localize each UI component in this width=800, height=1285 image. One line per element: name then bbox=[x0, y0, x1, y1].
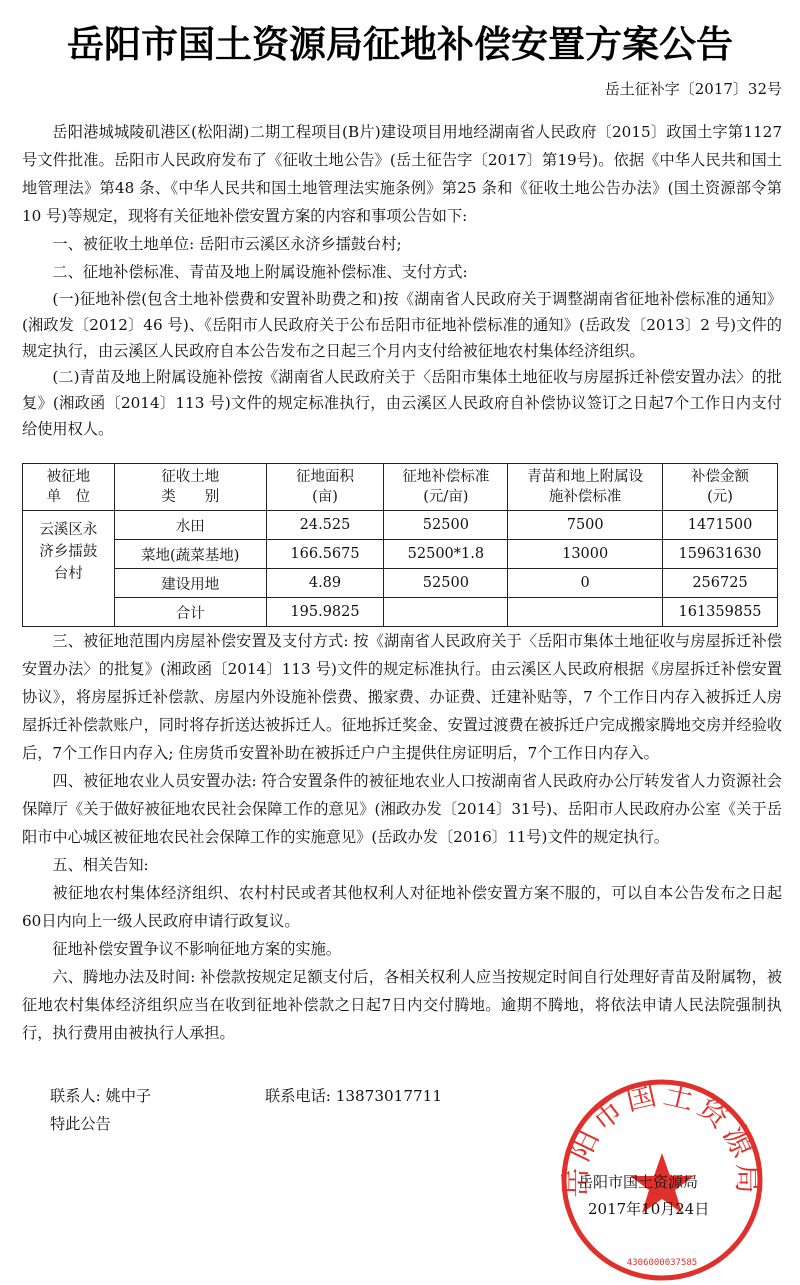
standard-cell: 52500*1.8 bbox=[384, 540, 508, 569]
table-row bbox=[23, 540, 778, 569]
crop-cell: 0 bbox=[508, 569, 663, 598]
table-row bbox=[23, 569, 778, 598]
header-unit: 被征地 单 位 bbox=[23, 464, 115, 511]
signing-date: 2017年10月24日 bbox=[588, 1200, 710, 1218]
contact-line bbox=[50, 1085, 442, 1106]
contact-person: 联系人: 姚中子 bbox=[50, 1087, 152, 1105]
area-cell: 4.89 bbox=[266, 569, 384, 598]
header-standard: 征地补偿标准 (元/亩) bbox=[384, 464, 508, 511]
section-3: 三、被征地范围内房屋补偿安置及支付方式: 按《湖南省人民政府关于〈岳阳市集体土地征收与房屋拆迁补偿安置办法〉的批复》(湘政函〔2014〕113 号)文件的规定标准执行。由云溪区人民政府根据《房屋拆迁补偿安置协议》，将房屋拆迁补偿款、房屋内外设施补偿费、搬家费、办证费、迁建补贴等，7 个工作日内存入被拆迁人房屋拆迁补偿款账户，同时将存折送达被拆迁人。征地拆迁奖金、安置过渡费在被拆迁户完成搬家腾地交房并经验收后，7个工作日内存入; 住房货币安置补助在被拆迁户户主提供住房证明后，7个工作日内存入。 bbox=[22, 632, 782, 762]
section-5-item-2: 征地补偿安置争议不影响征地方案的实施。 bbox=[52, 940, 341, 958]
land-type-cell: 水田 bbox=[114, 511, 266, 540]
section-1: 一、被征收土地单位: 岳阳市云溪区永济乡擂鼓台村; bbox=[52, 235, 402, 253]
land-type-cell: 建设用地 bbox=[114, 569, 266, 598]
header-crop-standard: 青苗和地上附属设 施补偿标准 bbox=[508, 464, 663, 511]
total-amount: 161359855 bbox=[663, 598, 778, 627]
section-2-item-2: (二)青苗及地上附属设施补偿按《湖南省人民政府关于〈岳阳市集体土地征收与房屋拆迁补偿安置办法〉的批复》(湘政函〔2014〕113 号)文件的规定标准执行，由云溪区人民政府自补偿协议签订之日起7个工作日内支付给使用权人。 bbox=[22, 368, 782, 438]
document-number: 岳土征补字〔2017〕32号 bbox=[604, 80, 782, 98]
seal-code: 4306000037585 bbox=[626, 1258, 698, 1268]
section-2: 二、征地补偿标准、青苗及地上附属设施补偿标准、支付方式: bbox=[52, 263, 468, 281]
signing-organization: 岳阳市国土资源局 bbox=[578, 1173, 699, 1191]
section-2-item-1: (一)征地补偿(包含土地补偿费和安置补助费之和)按《湖南省人民政府关于调整湖南省征地补偿标准的通知》(湘政发〔2012〕46 号)、《岳阳市人民政府关于公布岳阳市征地补偿标准的通知》(岳政发〔2013〕2 号)文件的规定执行，由云溪区人民政府自本公告发布之日起三个月内支付给被征地农村集体经济组织。 bbox=[22, 290, 782, 360]
document-body-lower bbox=[22, 627, 782, 1047]
standard-cell: 52500 bbox=[384, 511, 508, 540]
document-body-upper bbox=[22, 118, 782, 442]
unit-cell: 云溪区永 济乡擂鼓 台村 bbox=[23, 511, 115, 627]
contact-phone: 联系电话: 13873017711 bbox=[265, 1087, 442, 1105]
standard-cell: 52500 bbox=[384, 569, 508, 598]
compensation-table bbox=[22, 463, 778, 627]
section-4: 四、被征地农业人员安置办法: 符合安置条件的被征地农业人口按湖南省人民政府办公厅转发省人力资源社会保障厅《关于做好被征地农民社会保障工作的意见》(湘政办发〔2014〕31号)、岳阳市人民政府办公室《关于岳阳市中心城区被征地农民社会保障工作的实施意见》(岳政办发〔2016〕11号)文件的规定执行。 bbox=[22, 772, 782, 846]
section-6: 六、腾地办法及时间: 补偿款按规定足额支付后，各相关权利人应当按规定时间自行处理好青苗及附属物，被征地农村集体经济组织应当在收到征地补偿款之日起7日内交付腾地。逾期不腾地，将依法申请人民法院强制执行，执行费用由被执行人承担。 bbox=[22, 968, 782, 1042]
intro-paragraph: 岳阳港城城陵矶港区(松阳湖)二期工程项目(B片)建设项目用地经湖南省人民政府〔2015〕政国土字第1127号文件批准。岳阳市人民政府发布了《征收土地公告》(岳土征告字〔2017〕第19号)。依据《中华人民共和国土地管理法》第48 条、《中华人民共和国土地管理法实施条例》第25 条和《征收土地公告办法》(国土资源部令第10 号)等规定，现将有关征地补偿安置方案的内容和事项公告如下: bbox=[22, 123, 782, 225]
area-cell: 24.525 bbox=[266, 511, 384, 540]
total-empty-cell bbox=[384, 598, 508, 627]
table-header-row bbox=[23, 464, 778, 511]
amount-cell: 256725 bbox=[663, 569, 778, 598]
amount-cell: 1471500 bbox=[663, 511, 778, 540]
crop-cell: 7500 bbox=[508, 511, 663, 540]
land-type-cell: 菜地(蔬菜基地) bbox=[114, 540, 266, 569]
area-cell: 166.5675 bbox=[266, 540, 384, 569]
section-5: 五、相关告知: bbox=[52, 856, 149, 874]
document-title: 岳阳市国土资源局征地补偿安置方案公告 bbox=[67, 23, 733, 66]
closing-text: 特此公告 bbox=[50, 1115, 111, 1133]
total-label: 合计 bbox=[114, 598, 266, 627]
amount-cell: 159631630 bbox=[663, 540, 778, 569]
seal-text: 岳阳市国土资源局 bbox=[558, 1076, 766, 1198]
total-area: 195.9825 bbox=[266, 598, 384, 627]
total-empty-cell bbox=[508, 598, 663, 627]
section-5-item-1: 被征地农村集体经济组织、农村村民或者其他权利人对征地补偿安置方案不服的，可以自本公告发布之日起60日内向上一级人民政府申请行政复议。 bbox=[22, 884, 782, 930]
header-land-type: 征收土地 类 别 bbox=[114, 464, 266, 511]
table-row bbox=[23, 511, 778, 540]
table-total-row bbox=[23, 598, 778, 627]
header-amount: 补偿金额 (元) bbox=[663, 464, 778, 511]
header-area: 征地面积 (亩) bbox=[266, 464, 384, 511]
crop-cell: 13000 bbox=[508, 540, 663, 569]
